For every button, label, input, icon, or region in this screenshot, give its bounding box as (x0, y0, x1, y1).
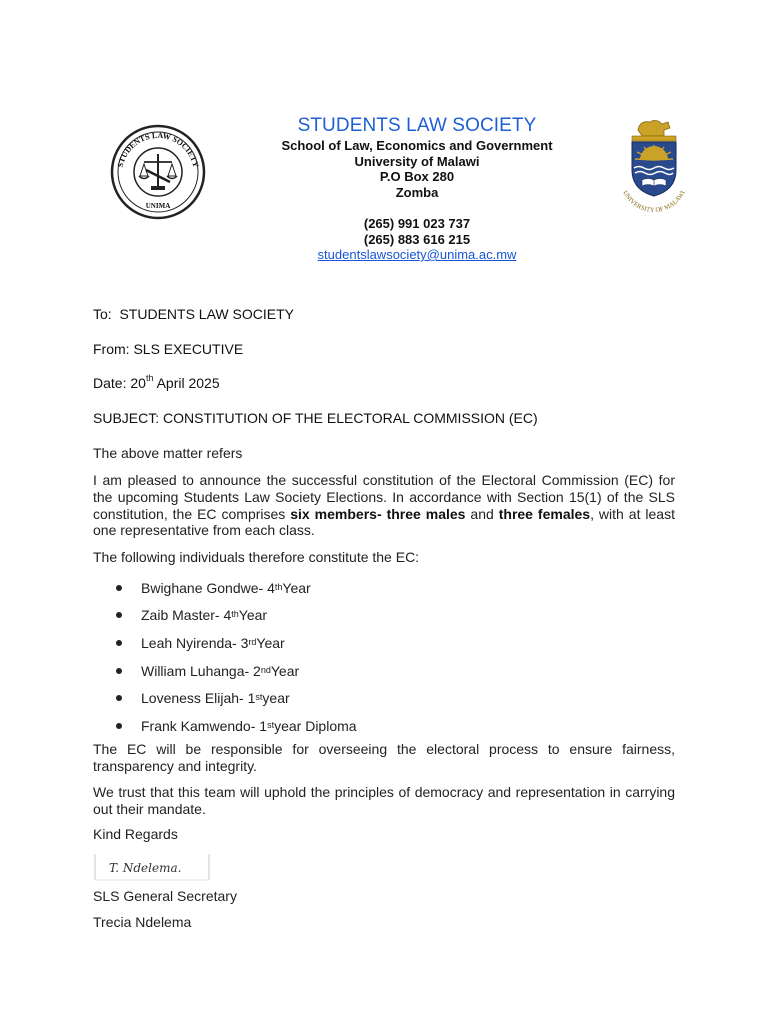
from-value: SLS EXECUTIVE (133, 341, 244, 357)
announce-and: and (465, 505, 499, 522)
handwritten-signature (93, 852, 211, 882)
bullet-icon (116, 612, 122, 618)
memo-from (93, 341, 683, 357)
city: Zomba (395, 184, 439, 200)
bullet-icon (116, 723, 122, 729)
list-item: Leah Nyirenda- 3 $^{rd}$ Year (116, 629, 676, 657)
memo-subject: SUBJECT: CONSTITUTION OF THE ELECTORAL COMMISSION (EC) (93, 410, 538, 426)
from-label: From: (93, 341, 130, 357)
announce-dash: - (376, 505, 387, 522)
list-item: Zaib Master- 4 $^{th}$ Year (116, 602, 676, 630)
signature-text: T. Ndelema. (109, 861, 182, 875)
date-day: 20 (130, 375, 146, 391)
announce-text-1: I am pleased to announce the successful constitution of the Electoral Commission (EC) for the upcoming Students Law Society Elections. In accordance with Section 15(1) of the SLS constitution, the EC comprises (93, 472, 675, 522)
signatory-role: SLS General Secretary (93, 888, 237, 904)
list-item: Bwighane Gondwe- 4 $^{th}$ Year (116, 574, 676, 602)
date-label: Date: (93, 375, 127, 391)
announce-three-females: three females (498, 505, 591, 522)
phone-number-2: (265) 883 616 215 (363, 231, 471, 247)
announce-six-members: six members (290, 505, 377, 522)
paragraph-following: The following individuals therefore constitute the EC: (93, 549, 420, 565)
paragraph-trust: We trust that this team will uphold the principles of democracy and representation in carrying out their mandate. (93, 784, 675, 817)
date-day-suffix: th (145, 373, 154, 384)
to-label: To: (93, 306, 112, 322)
list-item: William Luhanga- 2 $^{nd}$ Year (116, 657, 676, 685)
bullet-icon (116, 668, 122, 674)
university-crest-logo (610, 114, 698, 222)
closing-regards: Kind Regards (93, 826, 178, 842)
memo-to (93, 306, 683, 322)
announce-three-males: three males (386, 505, 466, 522)
university-name: University of Malawi (354, 153, 480, 169)
paragraph-refers: The above matter refers (93, 445, 243, 461)
to-value: STUDENTS LAW SOCIETY (119, 306, 294, 322)
organization-title: STUDENTS LAW SOCIETY (297, 115, 537, 136)
email-link[interactable]: studentslawsociety@unima.ac.mw (317, 247, 517, 262)
bullet-icon (116, 695, 122, 701)
letterhead (220, 114, 614, 263)
po-box: P.O Box 280 (379, 169, 455, 184)
announce-text-2: , with at least one representative from each class. (93, 505, 675, 539)
ec-member-list (116, 574, 676, 740)
bullet-icon (116, 640, 122, 646)
school-name: School of Law, Economics and Government (281, 138, 553, 153)
list-item: Frank Kamwendo- 1 $^{st}$ year Diploma (116, 712, 676, 740)
seal-text-bottom: UNIMA (145, 202, 171, 210)
seal-text-top: STUDENTS LAW SOCIETY (115, 130, 201, 169)
signatory-name: Trecia Ndelema (93, 914, 192, 930)
bullet-icon (116, 585, 122, 591)
paragraph-ec-duty: The EC will be responsible for overseeing the electoral process to ensure fairness, transparency and integrity. (93, 741, 675, 774)
memo-date (93, 375, 683, 391)
date-rest: April 2025 (156, 375, 220, 391)
phone-number-1: (265) 991 023 737 (363, 216, 471, 231)
paragraph-announcement (93, 472, 675, 539)
sls-seal-logo (108, 124, 208, 220)
crest-text: UNIVERSITY OF MALAWI (621, 189, 687, 215)
list-item: Loveness Elijah- 1 $^{st}$ year (116, 684, 676, 712)
